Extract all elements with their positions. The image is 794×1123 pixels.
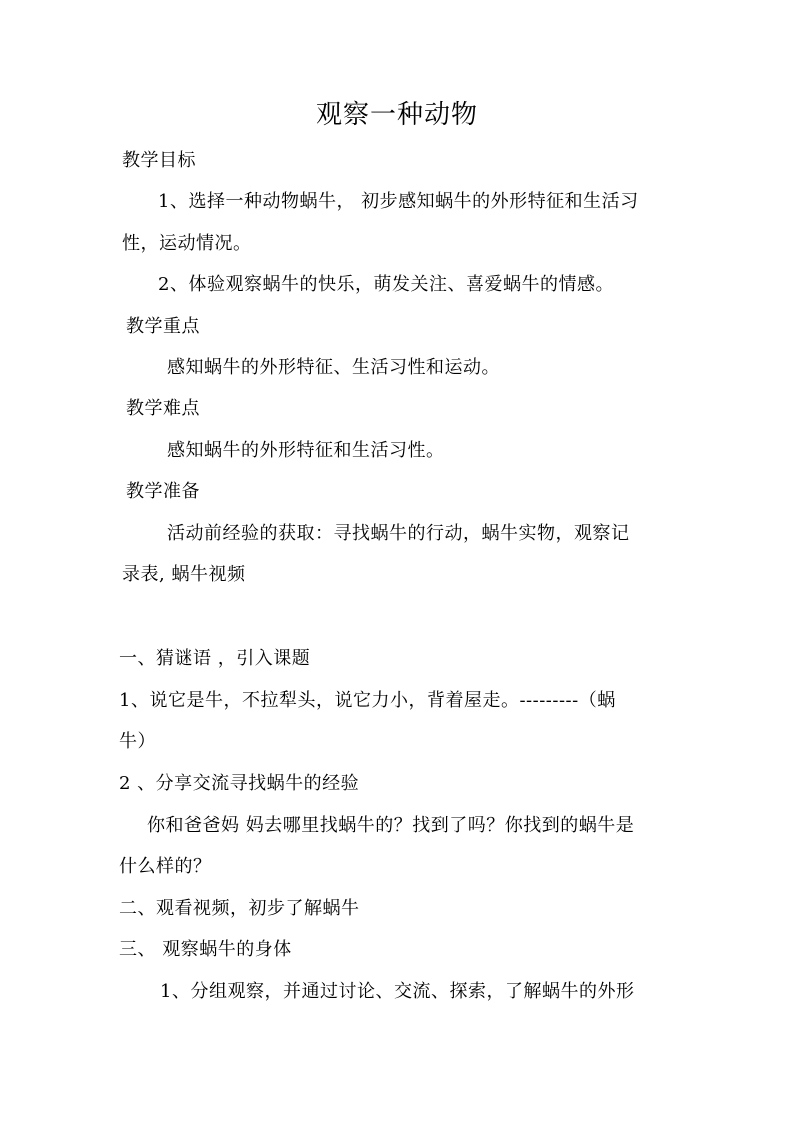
prep-heading: 教学准备: [126, 481, 200, 502]
goal-2: 2、体验观察蜗牛的快乐，萌发关注、喜爱蜗牛的情感。: [158, 274, 614, 295]
difficulty-text: 感知蜗牛的外形特征和生活习性。: [167, 440, 445, 461]
step-1-item-2: 2 、分享交流寻找蜗牛的经验: [119, 773, 360, 794]
key-heading: 教学重点: [126, 316, 200, 337]
step-1-item-2-question-line-2: 什么样的？: [119, 856, 212, 877]
key-text: 感知蜗牛的外形特征、生活习性和运动。: [167, 357, 500, 378]
prep-line-2: 录表, 蜗牛视频: [122, 564, 246, 585]
goal-1-line-1: 1、选择一种动物蜗牛， 初步感知蜗牛的外形特征和生活习: [158, 191, 639, 212]
prep-line-1: 活动前经验的获取：寻找蜗牛的行动，蜗牛实物，观察记: [167, 523, 630, 544]
step-1-item-1-line-2: 牛）: [119, 731, 156, 752]
step-3-heading: 三、 观察蜗牛的身体: [119, 939, 292, 960]
step-1-item-2-question-line-1: 你和爸爸妈 妈去哪里找蜗牛的？找到了吗？你找到的蜗牛是: [147, 815, 635, 836]
step-1-heading: 一、猜谜语 ，引入课题: [119, 648, 311, 669]
step-1-item-1-line-1: 1、说它是牛，不拉犁头，说它力小，背着屋走。---------（蜗: [119, 690, 616, 711]
step-2-heading: 二、观看视频，初步了解蜗牛: [119, 898, 360, 919]
step-3-item-1: 1、分组观察，并通过讨论、交流、探索，了解蜗牛的外形: [160, 981, 635, 1002]
goals-heading: 教学目标: [122, 150, 196, 171]
document-title: 观察一种动物: [315, 100, 478, 130]
goal-1-line-2: 性，运动情况。: [122, 233, 252, 254]
difficulty-heading: 教学难点: [126, 398, 200, 419]
